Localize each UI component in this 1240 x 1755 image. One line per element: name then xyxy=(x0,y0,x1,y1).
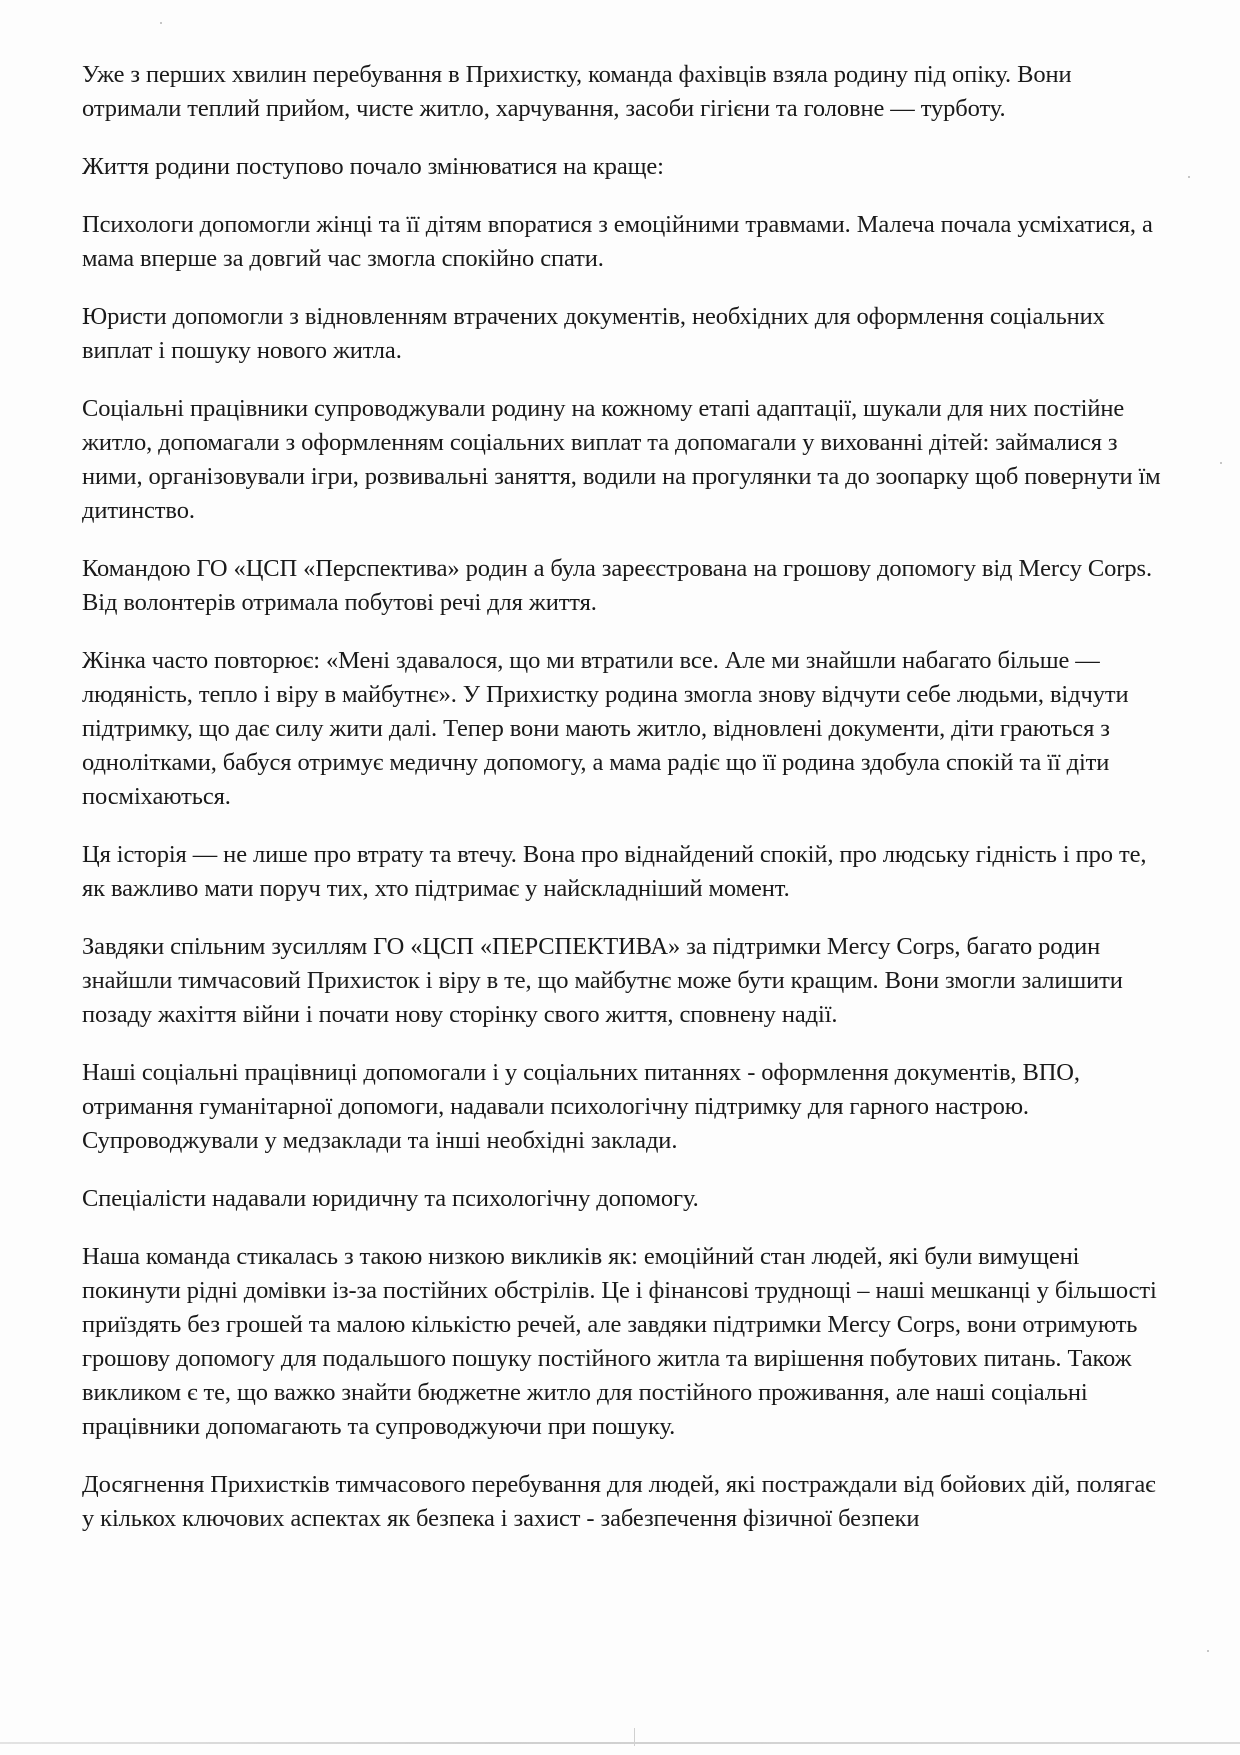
paragraph: Завдяки спільним зусиллям ГО «ЦСП «ПЕРСПЕКТИВА» за підтримки Mercy Corps, багато родин знайшли тимчасовий Прихисток і віру в те, що майбутнє може бути кращим. Вони змогли залишити позаду жахіття війни і почати нову сторінку свого життя, сповнену надії. xyxy=(82,933,1123,1028)
scan-dust-mark xyxy=(160,22,162,24)
paragraph: Командою ГО «ЦСП «Перспектива» родин а була зареєстрована на грошову допомогу від Mercy Corps. Від волонтерів отримала побутові речі для життя. xyxy=(82,555,1152,616)
paragraph: Наші соціальні працівниці допомогали і у соціальних питаннях - оформлення документів, ВПО, отримання гуманітарної допомоги, надавали психологічну підтримку для гарного настрою. Супроводжували у медзаклади та інші необхідні заклади. xyxy=(82,1059,1080,1154)
paragraph: Психологи допомогли жінці та її дітям впоратися з емоційними травмами. Малеча почала усміхатися, а мама вперше за довгий час змогла спокійно спати. xyxy=(82,211,1153,272)
paragraph: Ця історія — не лише про втрату та втечу. Вона про віднайдений спокій, про людську гідність і про те, як важливо мати поруч тих, хто підтримає у найскладніший момент. xyxy=(82,841,1147,902)
paragraph: Соціальні працівники супроводжували родину на кожному етапі адаптації, шукали для них постійне житло, допомагали з оформленням соціальних виплат та допомагали у вихованні дітей: займалися з ними, організовували ігри, розвивальні заняття, водили на прогулянки та до зоопарку щоб повернути їм дитинство. xyxy=(82,395,1161,524)
paragraph: Життя родини поступово почало змінюватися на краще: xyxy=(82,153,664,180)
scan-dust-mark xyxy=(1188,176,1190,178)
paragraph: Спеціалісти надавали юридичну та психологічну допомогу. xyxy=(82,1185,699,1212)
scan-bottom-edge xyxy=(0,1742,1240,1744)
paragraph: Жінка часто повторює: «Мені здавалося, що ми втратили все. Але ми знайшли набагато більше — людяність, тепло і віру в майбутнє». У Прихистку родина змогла знову відчути себе людьми, відчути підтримку, що дає силу жити далі. Тепер вони мають житло, відновлені документи, діти граються з однолітками, бабуся отримує медичну допомогу, а мама радіє що її родина здобула спокій та її діти посміхаються. xyxy=(82,647,1129,810)
scan-dust-mark xyxy=(1220,462,1222,464)
paragraph: Наша команда стикалась з такою низкою викликів як: емоційний стан людей, які були вимущені покинути рідні домівки із-за постійних обстрілів. Це і фінансові труднощі – наші мешканці у більшості приїздять без грошей та малою кількістю речей, але завдяки підтримки Mercy Corps, вони отримують грошову допомогу для подальшого пошуку постійного житла та вирішення побутових питань. Також викликом є те, що важко знайти бюджетне житло для постійного проживання, але наші соціальні працівники допомагають та супроводжуючи при пошуку. xyxy=(82,1243,1157,1440)
paragraph: Уже з перших хвилин перебування в Прихистку, команда фахівців взяла родину під опіку. Вони отримали теплий прийом, чисте житло, харчування, засоби гігієни та головне — турботу. xyxy=(82,61,1072,122)
scan-dust-mark xyxy=(1207,1650,1209,1652)
paragraph: Досягнення Прихистків тимчасового перебування для людей, які постраждали від бойових дій, полягає у кількох ключових аспектах як безпека і захист - забезпечення фізичної безпеки xyxy=(82,1471,1156,1532)
paragraph: Юристи допомогли з відновленням втрачених документів, необхідних для оформлення соціальних виплат і пошуку нового житла. xyxy=(82,303,1105,364)
document-body xyxy=(82,58,1172,1560)
